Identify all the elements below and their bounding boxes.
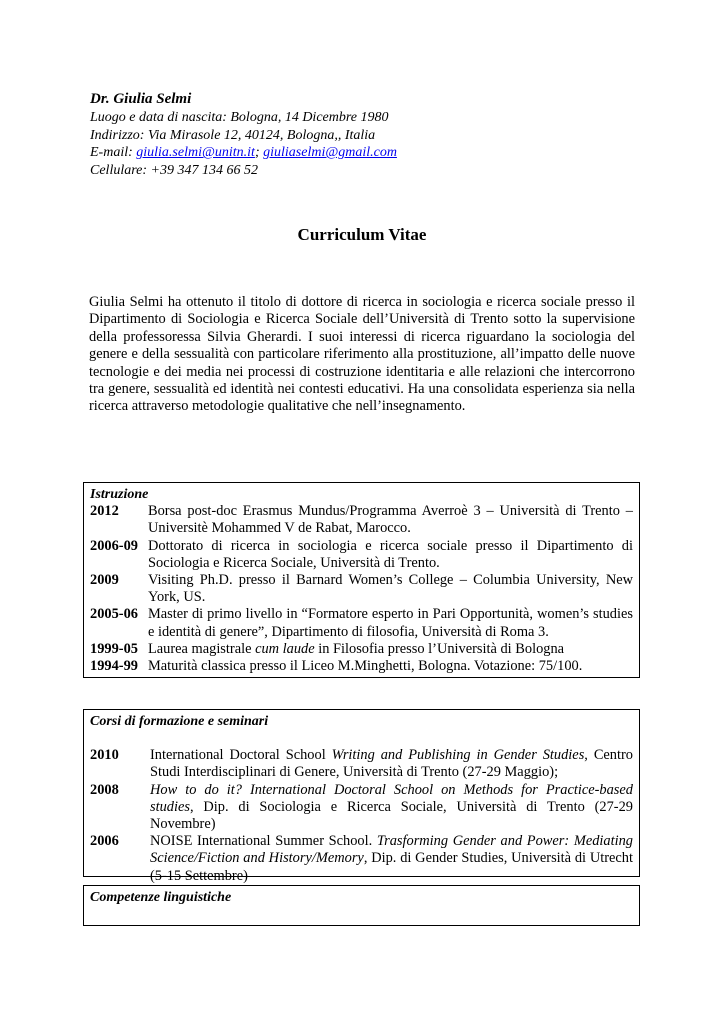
document-title: Curriculum Vitae: [297, 225, 427, 244]
person-name: Dr. Giulia Selmi: [90, 91, 192, 107]
education-year: 1994-99: [90, 658, 138, 675]
education-row: [90, 572, 633, 606]
education-row: [90, 538, 633, 572]
education-row: [90, 503, 633, 537]
course-text: [150, 747, 633, 781]
text-italic: Trasforming Gender and Power: Mediating Science/Fiction and History/Memory: [150, 833, 633, 867]
education-year: 2005-06: [90, 606, 138, 623]
birth-info: Luogo e data di nascita: Bologna, 14 Dicembre 1980: [90, 110, 389, 125]
text-italic: How to do it? International Doctoral School on Methods for Practice-based studies: [150, 781, 633, 815]
course-year: 2008: [90, 781, 119, 798]
course-row: [90, 782, 633, 834]
email-separator: ;: [254, 145, 264, 161]
education-text: Dottorato di ricerca in sociologia e ricerca sociale presso il Dipartimento di Sociologia e Ricerca Sociale, Università di Trento.: [148, 537, 633, 571]
education-year: 2006-09: [90, 537, 138, 554]
education-text: Visiting Ph.D. presso il Barnard Women’s College – Columbia University, New York, US.: [148, 572, 633, 606]
education-text: Master di primo livello in “Formatore esperto in Pari Opportunità, women’s studies e identità di genere”, Dipartimento di filosofia, Università di Roma 3.: [148, 606, 633, 640]
education-year: 2009: [90, 572, 119, 589]
personal-info: [90, 90, 397, 179]
text-part: in Filosofia presso l’Università di Bologna: [314, 640, 565, 657]
summary-paragraph: Giulia Selmi ha ottenuto il titolo di dottore di ricerca in sociologia e ricerca sociale presso il Dipartimento di Sociologia e Ricerca Sociale dell’Università di Trento sotto la supervisione della professoressa Silvia Gherardi. I suoi interessi di ricerca riguardano la sociologia del genere e della sessualità con particolare riferimento alla prostituzione, all’impatto delle nuove tecnologie e dei media nei processi di costruzione identitaria e alle relazioni che intercorrono tra genere, sessualità ed identità nei contesti educativi. Ha una consolidata esperienza sia nella ricerca attraverso metodologie qualitative che nell’insegnamento.: [89, 294, 635, 415]
email-link-unitn[interactable]: giulia.selmi@unitn.it: [136, 145, 255, 161]
education-row: [90, 641, 633, 658]
education-row: [90, 606, 633, 640]
phone-info: Cellulare: +39 347 134 66 52: [90, 162, 258, 178]
email-link-gmail[interactable]: giuliaselmi@gmail.com: [263, 145, 397, 161]
section-heading: Competenze linguistiche: [90, 890, 232, 905]
text-part: Laurea magistrale: [148, 640, 256, 657]
address-info: Indirizzo: Via Mirasole 12, 40124, Bologna,, Italia: [90, 127, 376, 143]
corsi-section: [83, 709, 640, 884]
istruzione-section: [83, 482, 640, 678]
text-italic: cum laude: [255, 640, 315, 657]
text-italic: Writing and Publishing in Gender Studies: [331, 747, 585, 764]
text-part: , Centro Studi Interdisciplinari di Genere, Università di Trento (27-29 Maggio);: [150, 747, 633, 781]
section-heading: Istruzione: [90, 487, 149, 502]
section-heading: Corsi di formazione e seminari: [90, 714, 269, 729]
education-year: 1999-05: [90, 640, 138, 657]
course-text: [150, 833, 633, 885]
education-year: 2012: [90, 503, 119, 520]
course-row: [90, 747, 633, 781]
education-text: Borsa post-doc Erasmus Mundus/Programma Averroè 3 – Università di Trento – Universitè Mohammed V de Rabat, Marocco.: [148, 503, 633, 537]
education-text: Maturità classica presso il Liceo M.Minghetti, Bologna. Votazione: 75/100.: [148, 658, 583, 675]
email-info: [90, 144, 397, 162]
course-year: 2006: [90, 833, 119, 850]
course-row: [90, 833, 633, 885]
course-text: [150, 782, 633, 834]
text-part: , Dip. di Gender Studies, Università di Utrecht (5-15 Settembre): [150, 850, 633, 884]
spacer: [90, 730, 633, 747]
education-row: [90, 658, 633, 675]
lingue-section: [83, 885, 640, 926]
text-part: , Dip. di Sociologia e Ricerca Sociale, Università di Trento (27-29 Novembre): [150, 798, 633, 833]
text-part: NOISE International Summer School.: [150, 833, 377, 850]
course-year: 2010: [90, 747, 119, 764]
education-text: [148, 641, 633, 658]
text-part: International Doctoral School: [150, 747, 332, 764]
email-label: E-mail:: [90, 145, 137, 161]
